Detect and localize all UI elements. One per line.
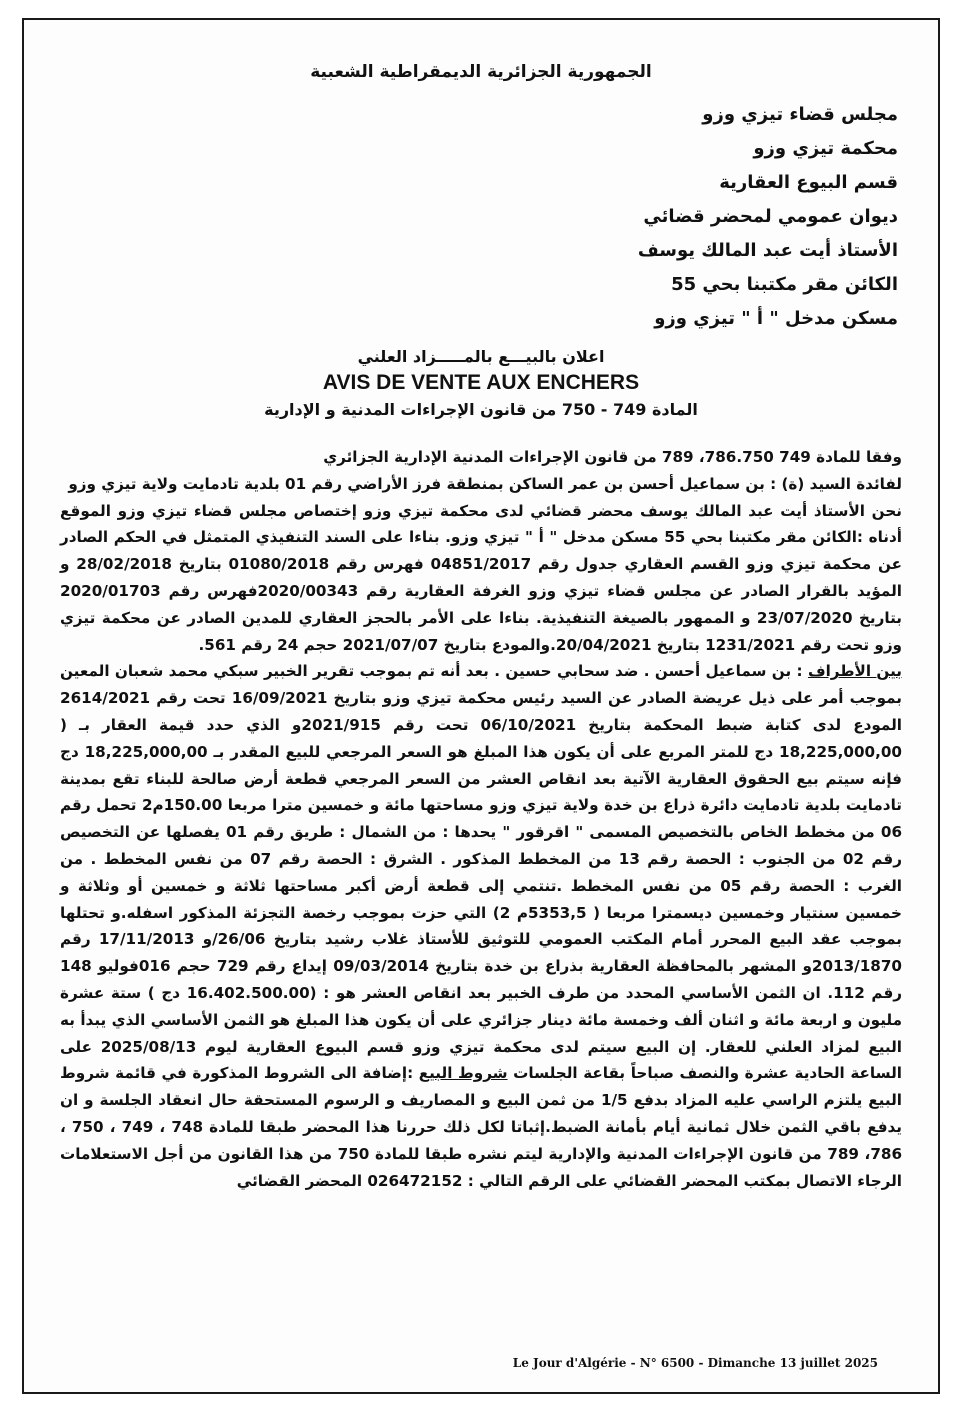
beneficiary-paragraph: لفائدة السيد (ة) : بن سماعيل أحسن بن عمر الساكن بمنطقة فرز الأراضي رقم 01 بلدية تادمايت ولاية تيزي وزو <box>68 474 902 493</box>
bailiff-name-line: الأستاذ أيت عبد المالك يوسف <box>637 240 898 261</box>
notice-law-reference: المادة 749 - 750 من قانون الإجراءات المدنية و الإدارية <box>264 400 698 419</box>
notice-title-french: AVIS DE VENTE AUX ENCHERS <box>322 371 640 394</box>
notice-title-block <box>24 346 938 422</box>
court-council-line: مجلس قضاء تيزي وزو <box>702 104 898 125</box>
parties-paragraph <box>60 658 902 1194</box>
parties-text: : بن سماعيل أحسن . ضد سحابي حسين . بعد أنه تم بموجب تقرير الخبير سبكي محمد شعبان المعين بموجب أمر على ذيل عريضة الصادر عن السيد رئيس محكمة تيزي وزو بتاريخ 16/09/2021 تحت رقم 2614/2021 المودع لدى كتابة ضبط المحكمة بتاريخ 06/10/2021 تحت رقم 2021/915و الذي حدد قيمة العقار بـ ( 18,225,000,00 دج للمتر المربع على أن يكون هذا المبلغ هو السعر المرجعي للبيع المقدر بـ 18,225,000,00 دج فإنه سيتم بيع الحقوق العقارية الآتية بعد انقاص العشر من السعر المرجعي قطعة أرض صالحة للبناء تقع بمدينة تادمايت بلدية تادمايت دائرة ذراع بن خدة ولاية تيزي وزو مساحتها مائة و خمسين مترا مربعا 150.00م2 تحمل رقم 06 من مخطط الخاص بالتخصيص المسمى " اقرقور " يحدها : من الشمال : طريق رقم 01 يفصلها عن التخصيص رقم 02 من الجنوب : الحصة رقم 13 من المخطط المذكور . الشرق : الحصة رقم 07 من نفس المخطط . من الغرب : الحصة رقم 05 من نفس المخطط .تنتمي إلى قطعة أرض أكبر مساحتها ثلاثة و خمسين أو وثلاثة و خمسين سنتيار وخمسين ديسمترا مربعا ( 5353,5م 2) التي حزت بموجب رخصة التجزئة المذكور اسفله.و تحتلها بموجب عقد البيع المحرر أمام المكتب العمومي للتوثيق للأستاذ غلاب رشيد بتاريخ 26/06/و 17/11/2013 رقم 2013/1870و المشهر بالمحافظة العقارية بذراع بن خدة بتاريخ 09/03/2014 إيداع رقم 729 حجم 016فوليو 148 رقم 112. ان الثمن الأساسي المحدد من طرف الخبير بعد انقاص العشر هو : (16.402.500.00 دج ) ستة عشرة مليون و اربعة مائة و اثنان ألف وخمسة مائة دينار جزائري على أن يكون هذا المبلغ هو الثمن الأساسي الذي يبدأ به البيع لمزاد العلني للعقار. إن البيع سيتم لدى محكمة تيزي وزو قسم البيوع العقارية ليوم 2025/08/13 على الساعة الحادية عشرة والنصف صباحاً بقاعة الجلسات <box>60 662 903 1083</box>
issuer-block <box>378 98 898 336</box>
parties-label: بين الأطراف <box>807 662 902 681</box>
conditions-label: شروط البيع <box>418 1064 508 1083</box>
notice-body <box>60 444 902 1194</box>
office-line: ديوان عمومي لمحضر قضائي <box>643 206 898 227</box>
notice-page <box>22 18 940 1394</box>
republic-heading: الجمهورية الجزائرية الديمقراطية الشعبية <box>310 62 652 82</box>
legal-basis-paragraph: وفقا للمادة 749 786.750، 789 من قانون الإجراءات المدنية الإدارية الجزائري <box>323 448 902 466</box>
address-line-2: مسكن مدخل " أ " تيزي وزو <box>654 308 898 329</box>
section-line: قسم البيوع العقارية <box>719 172 898 193</box>
court-line: محكمة تيزي وزو <box>753 138 898 159</box>
newspaper-footer: Le Jour d'Algérie - N° 6500 - Dimanche 13 juillet 2025 <box>512 1356 878 1370</box>
conditions-text: :إضافة الى الشروط المذكورة في قائمة شروط البيع يلتزم الراسي عليه المزاد بدفع 1/5 من ثمن البيع و المصاريف و الرسوم المستحقة حال انعقاد الجلسة و ان يدفع باقي الثمن خلال ثمانية أيام بأمانة الضبط.إثباتا لكل ذلك حررنا هذا المحضر طبقا للمادة 748 ، 749 ، 750 ، 786، 789 من قانون الإجراءات المدنية والإدارية ليتم نشره طبقا للمادة 750 من هذا القانون من أجل الاستعلامات الرجاء الاتصال بمكتب المحضر القضائي على الرقم التالي : 026472152 المحضر القضائي <box>60 1064 903 1190</box>
address-line-1: الكائن مقر مكتبنا بحي 55 <box>671 274 898 295</box>
notice-title-arabic: اعلان بالبيـــع بالمـــــزاد العلني <box>357 347 605 366</box>
bailiff-statement-paragraph: نحن الأستاذ أيت عبد المالك يوسف محضر قضائي لدى محكمة تيزي وزو إختصاص مجلس قضاء تيزي وزو الموقع أدناه :الكائن مقر مكتبنا بحي 55 مسكن مدخل " أ " تيزي وزو. بناءا على السند التنفيذي المتمثل في الحكم الصادر عن محكمة تيزي وزو القسم العقاري جدول رقم 04851/2017 فهرس رقم 01080/2018 بتاريخ 28/02/2018 و المؤيد بالقرار الصادر عن مجلس قضاء تيزي وزو الغرفة العقارية رقم 2020/00343فهرس رقم 2020/01703 بتاريخ 23/07/2020 و الممهور بالصيغة التنفيذية. بناءا على الأمر بالحجز العقاري للمدين الصادر عن محكمة تيزي وزو تحت رقم 1231/2021 بتاريخ 20/04/2021.والمودع بتاريخ 2021/07/07 حجم 24 رقم 561. <box>60 501 902 654</box>
